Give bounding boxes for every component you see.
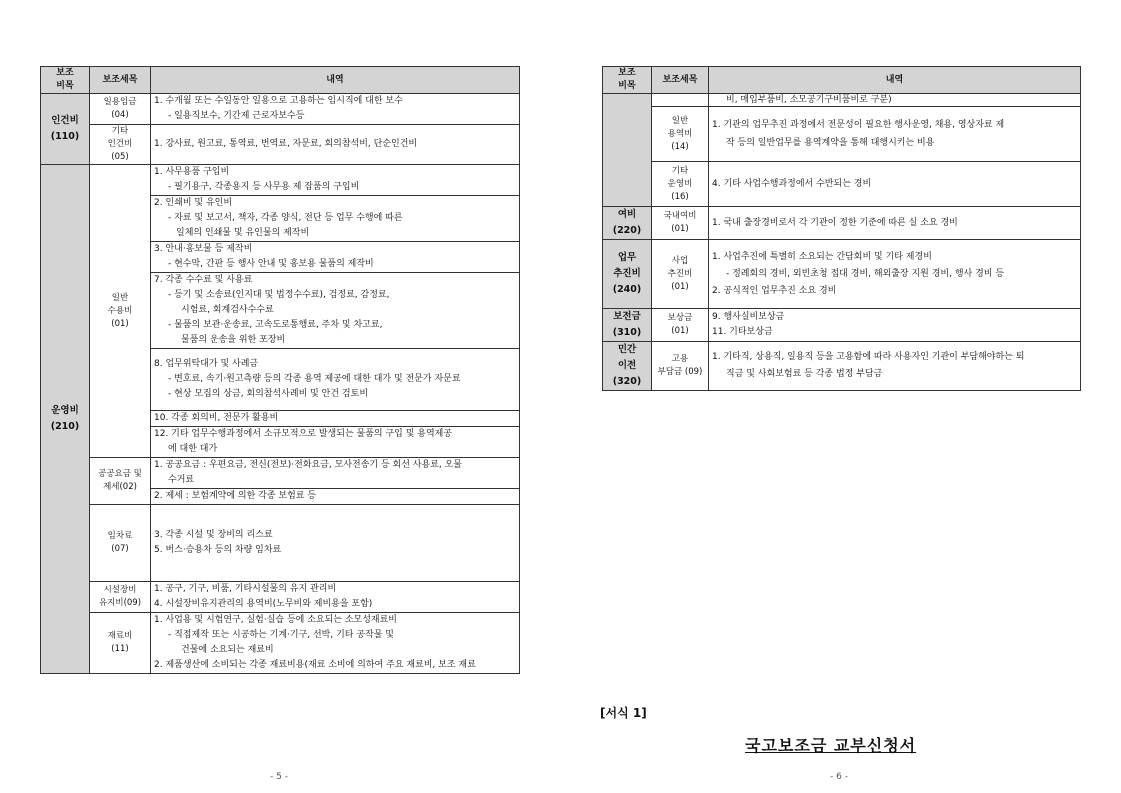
table-row: [41, 165, 520, 196]
description-other-personnel: 1. 강사료, 원고료, 통역료, 번역료, 자문료, 회의참석비, 단순인건비: [151, 125, 520, 165]
description-domestic-travel: 1. 국내 출장경비로서 각 기관이 정한 기준에 따른 실 소요 경비: [709, 207, 1081, 240]
subcategory-domestic-travel: 국내여비 (01): [652, 207, 709, 240]
description-compensation: 9. 행사실비보상금 11. 기타보상금: [709, 309, 1081, 342]
table-row: [603, 240, 1081, 309]
header-subcategory: 보조세목: [652, 67, 709, 94]
subcategory-project-promotion: 사업 추진비 (01): [652, 240, 709, 309]
subcategory-materials: 재료비 (11): [90, 613, 151, 674]
table-row: [603, 342, 1081, 391]
description-daily-wage: 1. 수개월 또는 수일동안 일용으로 고용하는 임시직에 대한 보수 - 일용직보수, 기간제 근로자보수등: [151, 94, 520, 125]
description-other-operating: 4. 기타 사업수행과정에서 수반되는 경비: [709, 162, 1081, 207]
description-fees: 7. 각종 수수료 및 사용료 - 등기 및 소송료(인지대 및 법정수수료), 검정료, 감정료, 시험료, 회계검사수수료 - 물품의 보관·운송료, 고속도로통행료, 주차 및 차고료, 물품의 운송을 위한 포장비: [151, 273, 520, 349]
subcategory-compensation: 보상금 (01): [652, 309, 709, 342]
header-description: 내역: [709, 67, 1081, 94]
table-row: [603, 107, 1081, 162]
subcategory-general-service: 일반 용역비 (14): [652, 107, 709, 162]
description-facility-maintenance: 1. 공구, 기구, 비품, 기타시설물의 유지 관리비 4. 시설장비유지관리의 용역비(노무비와 제비용을 포함): [151, 582, 520, 613]
description-promotion: 3. 안내·홍보물 등 제작비 - 현수막, 간판 등 행사 안내 및 홍보용 물품의 제작비: [151, 242, 520, 273]
table-row: [603, 94, 1081, 107]
subcategory-other-personnel: 기타 인건비 (05): [90, 125, 151, 165]
description-printing: 2. 인쇄비 및 유인비 - 자료 및 보고서, 책자, 각종 양식, 전단 등 업무 수행에 따른 일체의 인쇄물 및 유인물의 제작비: [151, 196, 520, 242]
header-subcategory: 보조세목: [90, 67, 151, 94]
table-header-row: [41, 67, 520, 94]
description-office-supplies: 1. 사무용품 구입비 - 필기용구, 각종용지 등 사무용 제 잡품의 구입비: [151, 165, 520, 196]
page-number-right: - 6 -: [830, 772, 848, 782]
category-operating-continued: [603, 94, 652, 207]
subcategory-other-operating: 기타 운영비 (16): [652, 162, 709, 207]
table-row: [41, 94, 520, 125]
description-utilities: 1. 공공요금 : 우편요금, 전신(전보)·전화요금, 모사전송기 등 회선 사용료, 오물 수거료: [151, 458, 520, 489]
subcategory-facility-maintenance: 시설장비 유지비(09): [90, 582, 151, 613]
description-misc: 12. 기타 업무수행과정에서 소규모적으로 발생되는 물품의 구입 및 용역제공 에 대한 대가: [151, 427, 520, 458]
description-employment-contribution: 1. 기타직, 상용직, 일용직 등을 고용함에 따라 사용자인 기관이 부담해야하는 퇴 직금 및 사회보험료 등 각종 법정 부담금: [709, 342, 1081, 391]
left-budget-table: [40, 66, 520, 674]
category-business-promotion: 업무 추진비 (240): [603, 240, 652, 309]
category-operating: 운영비 (210): [41, 165, 90, 674]
right-budget-table: [602, 66, 1081, 391]
header-description: 내역: [151, 67, 520, 94]
table-row: [603, 207, 1081, 240]
table-row: [41, 505, 520, 582]
form-label: [서식 1]: [600, 706, 647, 720]
description-materials: 1. 사업용 및 시험연구, 실험·실습 등에 소요되는 소모성재료비 - 직접제작 또는 시공하는 기계·기구, 선박, 기타 공작물 및 건물에 소요되는 재료비 2. 제품생산에 소비되는 각종 재료비용(재료 소비에 의하여 주요 재료비, 보조 재료: [151, 613, 520, 674]
table-row: [41, 458, 520, 489]
table-row: [603, 162, 1081, 207]
header-category: 보조 비목: [41, 67, 90, 94]
subcategory-rent: 임차료 (07): [90, 505, 151, 582]
form-title: 국고보조금 교부신청서: [745, 736, 917, 755]
table-header-row: [603, 67, 1081, 94]
subcategory-general-supplies: 일반 수용비 (01): [90, 165, 151, 458]
category-compensation: 보전금 (310): [603, 309, 652, 342]
description-taxes: 2. 제세 : 보험계약에 의한 각종 보험료 등: [151, 489, 520, 505]
subcategory-daily-wage: 일용임금 (04): [90, 94, 151, 125]
description-meetings: 10. 각종 회의비, 전문가 활용비: [151, 411, 520, 427]
table-row: [603, 309, 1081, 342]
subcategory-public-utilities: 공공요금 및 제세(02): [90, 458, 151, 505]
table-row: [41, 125, 520, 165]
category-private-transfer: 민간 이전 (320): [603, 342, 652, 391]
header-category: 보조 비목: [603, 67, 652, 94]
subcategory-employment-contribution: 고용 부담금 (09): [652, 342, 709, 391]
description-outsourcing: 8. 업무위탁대가 및 사례금 - 변호료, 속기·원고측량 등의 각종 용역 제공에 대한 대가 및 전문가 자문료 - 현상 모집의 상금, 회의참석사례비 및 안건 검토비: [151, 349, 520, 411]
page-number-left: - 5 -: [270, 772, 288, 782]
category-travel: 여비 (220): [603, 207, 652, 240]
subcategory-continued: [652, 94, 709, 107]
description-rent: 3. 각종 시설 및 장비의 리스료 5. 버스·승용차 등의 차량 임차료: [151, 505, 520, 582]
table-row: [41, 582, 520, 613]
description-materials-continued: 비, 매입부품비, 소모공기구비품비로 구분): [709, 94, 1081, 107]
table-row: [41, 613, 520, 674]
description-general-service: 1. 기관의 업무추진 과정에서 전문성이 필요한 행사운영, 채용, 영상자료 제 작 등의 일반업무를 용역계약을 통해 대행시키는 비용: [709, 107, 1081, 162]
category-personnel: 인건비 (110): [41, 94, 90, 165]
description-project-promotion: 1. 사업추진에 특별히 소요되는 간담회비 및 기타 제경비 - 정례회의 경비, 외빈초청 접대 경비, 해외출장 지원 경비, 행사 경비 등 2. 공식적인 업무추진 소요 경비: [709, 240, 1081, 309]
